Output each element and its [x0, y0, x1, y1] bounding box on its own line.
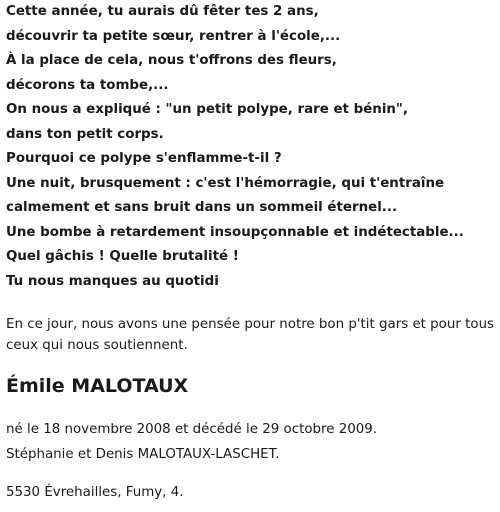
- poem-line-7: Pourquoi ce polype s'enflamme-t-il ?: [6, 151, 282, 166]
- poem-line-8: Une nuit, brusquement : c'est l'hémorragie, qui t'entraîne: [6, 175, 445, 191]
- poem-line-9: calmement et sans bruit dans un sommeil éternel...: [6, 200, 398, 215]
- birth-death-dates: né le 18 novembre 2008 et décédé le 29 octobre 2009.: [6, 422, 378, 437]
- poem-line-4: décorons ta tombe,...: [6, 77, 169, 93]
- poem-line-5: On nous a expliqué : "un petit polype, rare et bénin",: [6, 102, 409, 117]
- poem-line-6: dans ton petit corps.: [6, 126, 164, 142]
- family-address: 5530 Évrehailles, Fumy, 4.: [6, 485, 184, 500]
- poem-line-3: À la place de cela, nous t'offrons des fleurs,: [6, 53, 337, 68]
- poem-line-10: Une bombe à retardement insoupçonnable et indétectable...: [6, 224, 464, 240]
- poem-line-1: Cette année, tu aurais dû fêter tes 2 ans,: [6, 4, 319, 19]
- parents-names: Stéphanie et Denis MALOTAUX-LASCHET.: [6, 447, 280, 462]
- poem-line-12: Tu nous manques au quotidi: [6, 273, 219, 289]
- tribute-paragraph: En ce jour, nous avons une pensée pour notre bon p'tit gars et pour tous ceux qui nous soutiennent.: [6, 317, 495, 353]
- poem-line-11: Quel gâchis ! Quelle brutalité !: [6, 249, 239, 264]
- poem-line-2: découvrir ta petite sœur, rentrer à l'école,...: [6, 28, 341, 44]
- deceased-name: Émile MALOTAUX: [6, 375, 189, 397]
- memorial-poem: [6, 0, 498, 294]
